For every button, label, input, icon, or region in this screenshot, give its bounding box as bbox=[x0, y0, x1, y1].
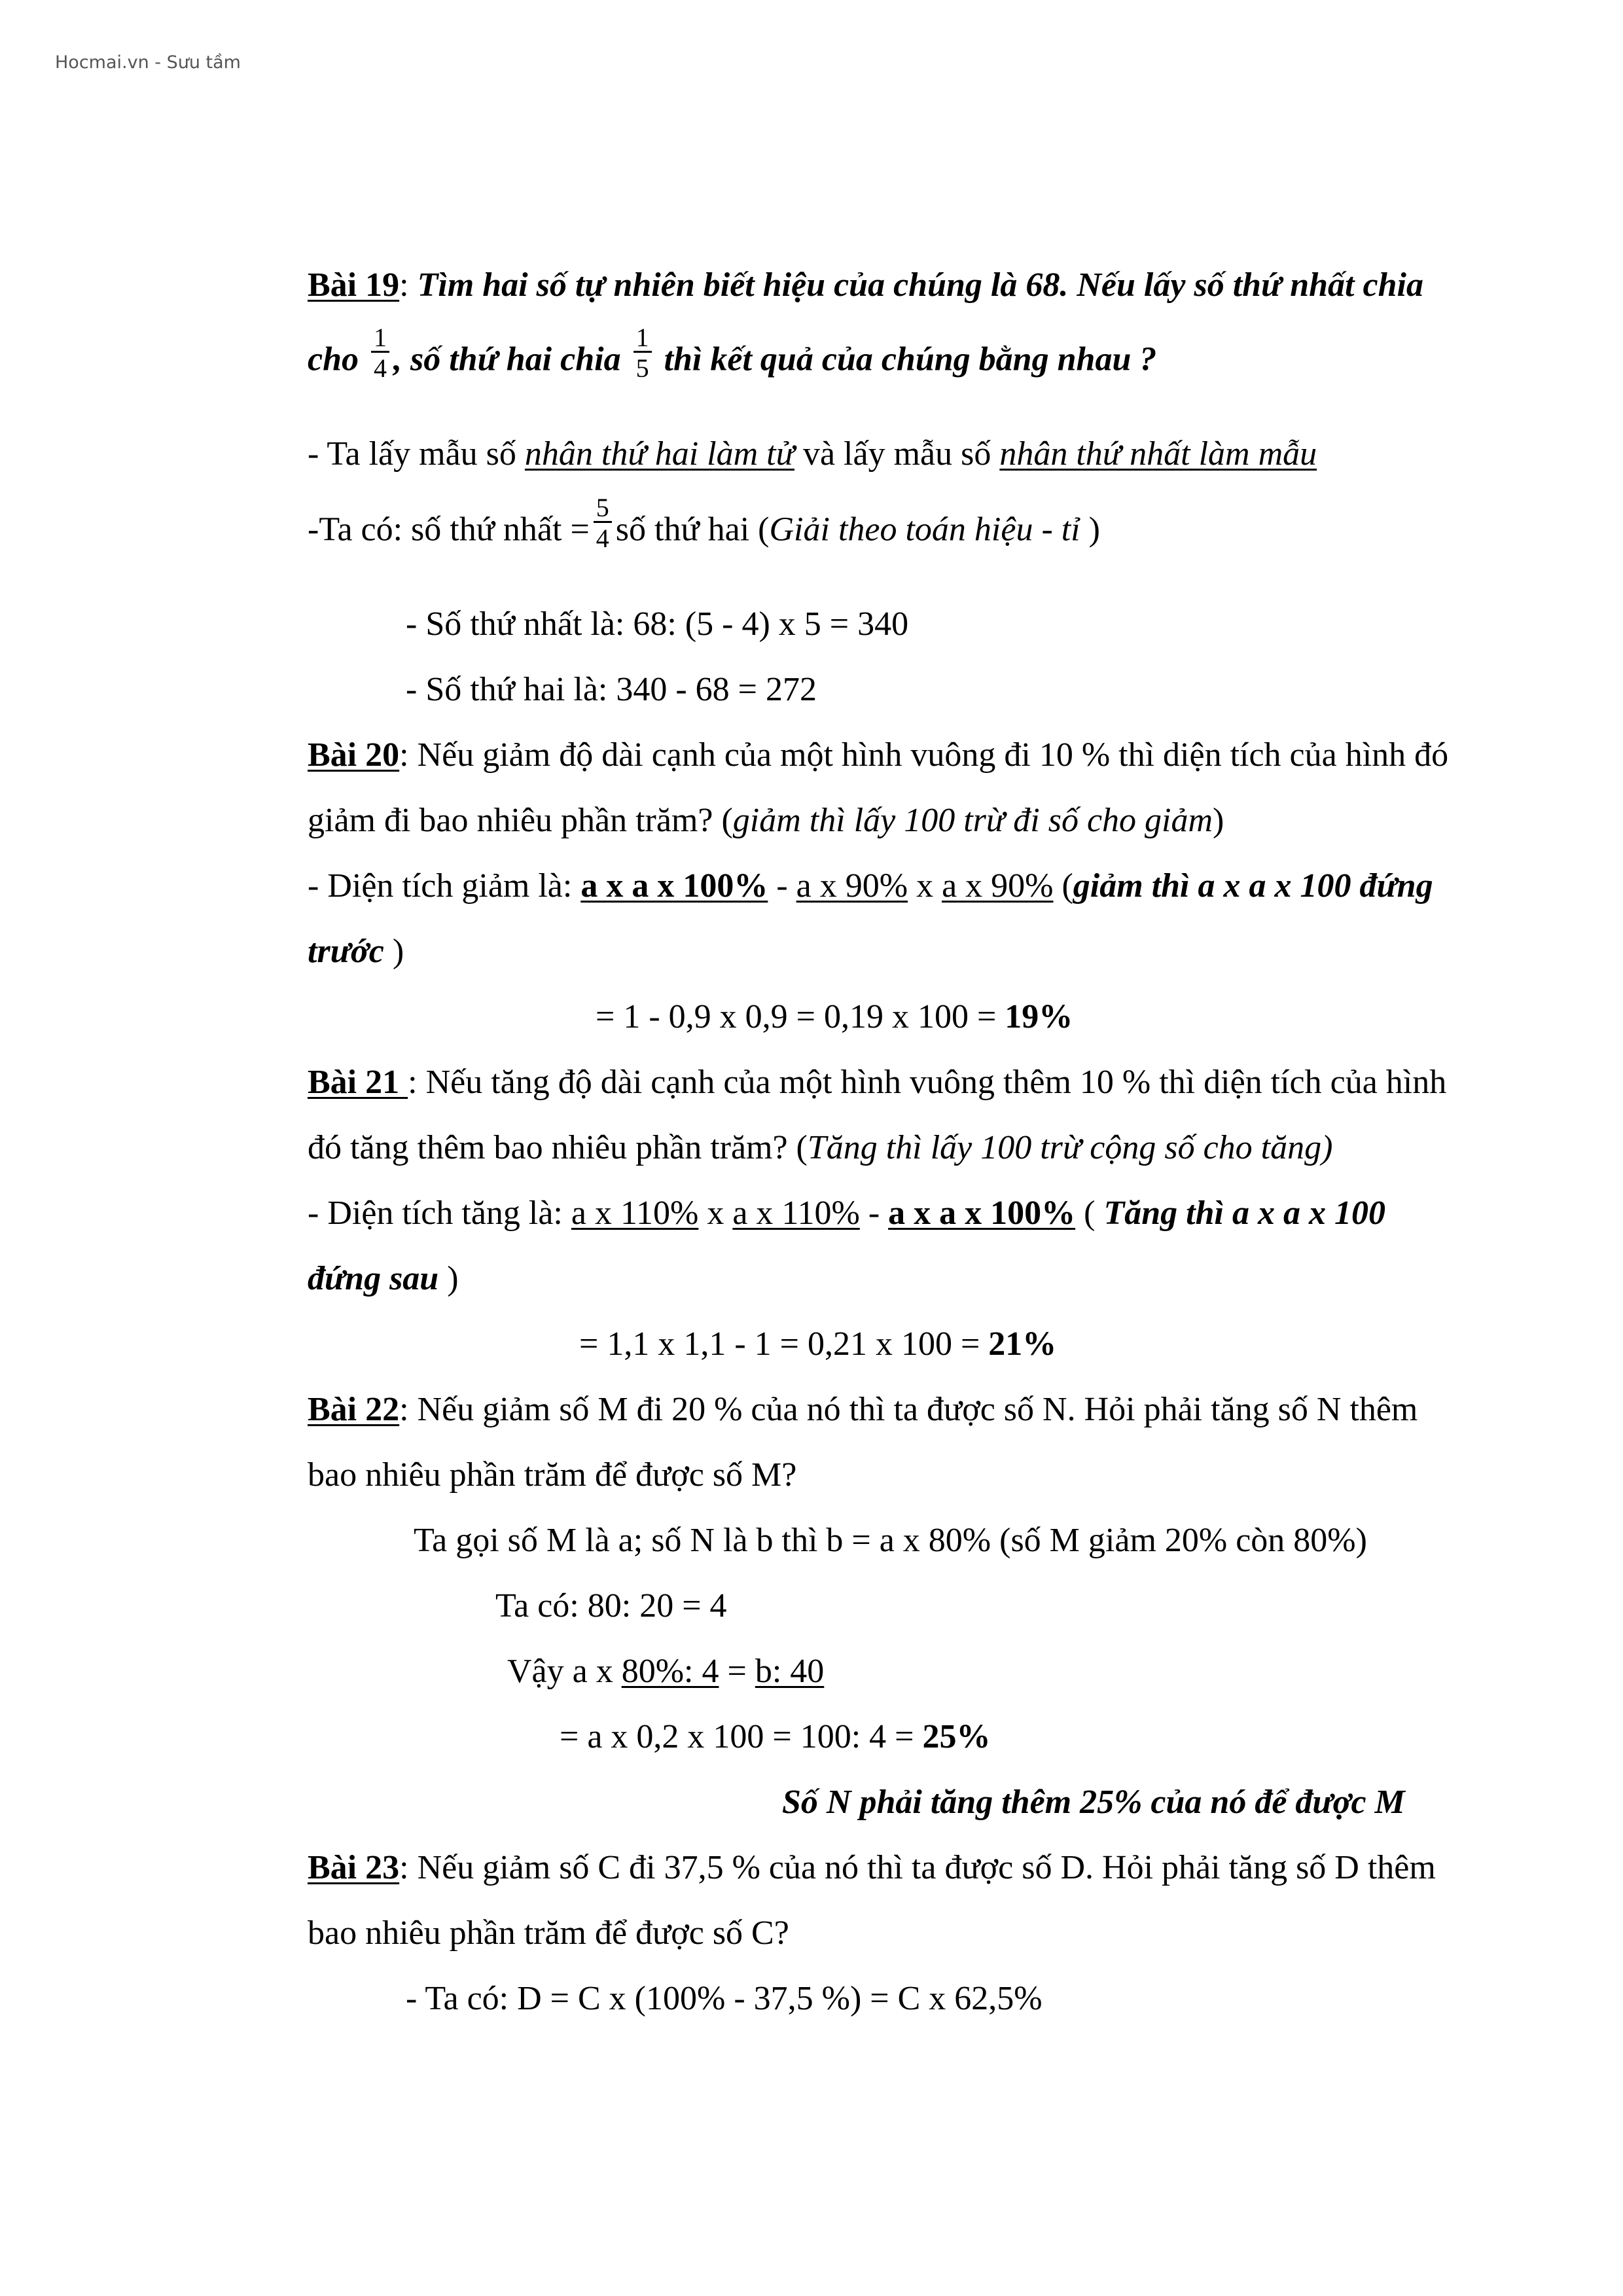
b21-step2: đứng sau ) bbox=[308, 1260, 459, 1297]
b21-label: Bài 21 bbox=[308, 1064, 408, 1101]
b22-question-line1: Bài 22: Nếu giảm số M đi 20 % của nó thì ta được số N. Hỏi phải tăng số N thêm bbox=[308, 1391, 1418, 1428]
fraction-1-5: $\frac{1}{5}$ bbox=[633, 325, 652, 382]
b23-label: Bài 23 bbox=[308, 1849, 400, 1886]
b19-label: Bài 19 bbox=[308, 266, 400, 304]
b20-question-line1: Bài 20: Nếu giảm độ dài cạnh của một hình vuông đi 10 % thì diện tích của hình đó bbox=[308, 736, 1449, 774]
b21-result: = 1,1 x 1,1 - 1 = 0,21 x 100 = 21% bbox=[579, 1325, 1057, 1363]
b20-result: = 1 - 0,9 x 0,9 = 0,19 x 100 = 19% bbox=[596, 998, 1073, 1035]
b22-step2: Ta có: 80: 20 = 4 bbox=[495, 1587, 727, 1624]
b23-question-line1: Bài 23: Nếu giảm số C đi 37,5 % của nó thì ta được số D. Hỏi phải tăng số D thêm bbox=[308, 1849, 1436, 1886]
b22-step3: Vậy a x 80%: 4 = b: 40 bbox=[507, 1653, 825, 1690]
b20-step1: - Diện tích giảm là: a x a x 100% - a x 90% x a x 90% (giảm thì a x a x 100 đứng bbox=[308, 867, 1433, 905]
b21-step1: - Diện tích tăng là: a x 110% x a x 110% - a x a x 100% ( Tăng thì a x a x 100 bbox=[308, 1194, 1385, 1232]
fraction-5-4: $\frac{5}{4}$ bbox=[594, 495, 612, 552]
b19-step4: - Số thứ hai là: 340 - 68 = 272 bbox=[406, 671, 817, 708]
page-header-source: Hocmai.vn - Sưu tầm bbox=[55, 52, 241, 73]
b20-step2: trước ) bbox=[308, 933, 404, 970]
fraction-1-4: $\frac{1}{4}$ bbox=[371, 325, 389, 382]
b21-question-line1: Bài 21 : Nếu tăng độ dài cạnh của một hình vuông thêm 10 % thì diện tích của hình bbox=[308, 1064, 1447, 1101]
b23-step1: - Ta có: D = C x (100% - 37,5 %) = C x 62,5% bbox=[406, 1980, 1043, 2017]
b20-label: Bài 20 bbox=[308, 736, 400, 774]
b22-step4: = a x 0,2 x 100 = 100: 4 = 25% bbox=[560, 1718, 991, 1755]
b19-question-line2: cho $\frac{1}{4}$ , số thứ hai chia $\frac{1}{5}$ thì kết quả của chúng bằng nhau ? bbox=[308, 323, 1157, 383]
b19-step1: - Ta lấy mẫu số nhân thứ hai làm tử và lấy mẫu số nhân thứ nhất làm mẫu bbox=[308, 435, 1317, 473]
b20-question-line2: giảm đi bao nhiêu phần trăm? (giảm thì lấy 100 trừ đi số cho giảm) bbox=[308, 802, 1224, 839]
b19-step3: - Số thứ nhất là: 68: (5 - 4) x 5 = 340 bbox=[406, 605, 909, 643]
b21-question-line2: đó tăng thêm bao nhiêu phần trăm? (Tăng thì lấy 100 trừ cộng số cho tăng) bbox=[308, 1129, 1333, 1166]
b22-conclusion: Số N phải tăng thêm 25% của nó để được M bbox=[782, 1784, 1405, 1821]
b22-label: Bài 22 bbox=[308, 1391, 400, 1428]
b23-question-line2: bao nhiêu phần trăm để được số C? bbox=[308, 1914, 789, 1952]
b19-step2: -Ta có: số thứ nhất = $\frac{5}{4}$ số thứ hai (Giải theo toán hiệu - tỉ ) bbox=[308, 493, 1100, 553]
b19-question-line1: Bài 19: Tìm hai số tự nhiên biết hiệu của chúng là 68. Nếu lấy số thứ nhất chia bbox=[308, 266, 1423, 304]
b22-step1: Ta gọi số M là a; số N là b thì b = a x 80% (số M giảm 20% còn 80%) bbox=[414, 1522, 1367, 1559]
b22-question-line2: bao nhiêu phần trăm để được số M? bbox=[308, 1456, 797, 1494]
